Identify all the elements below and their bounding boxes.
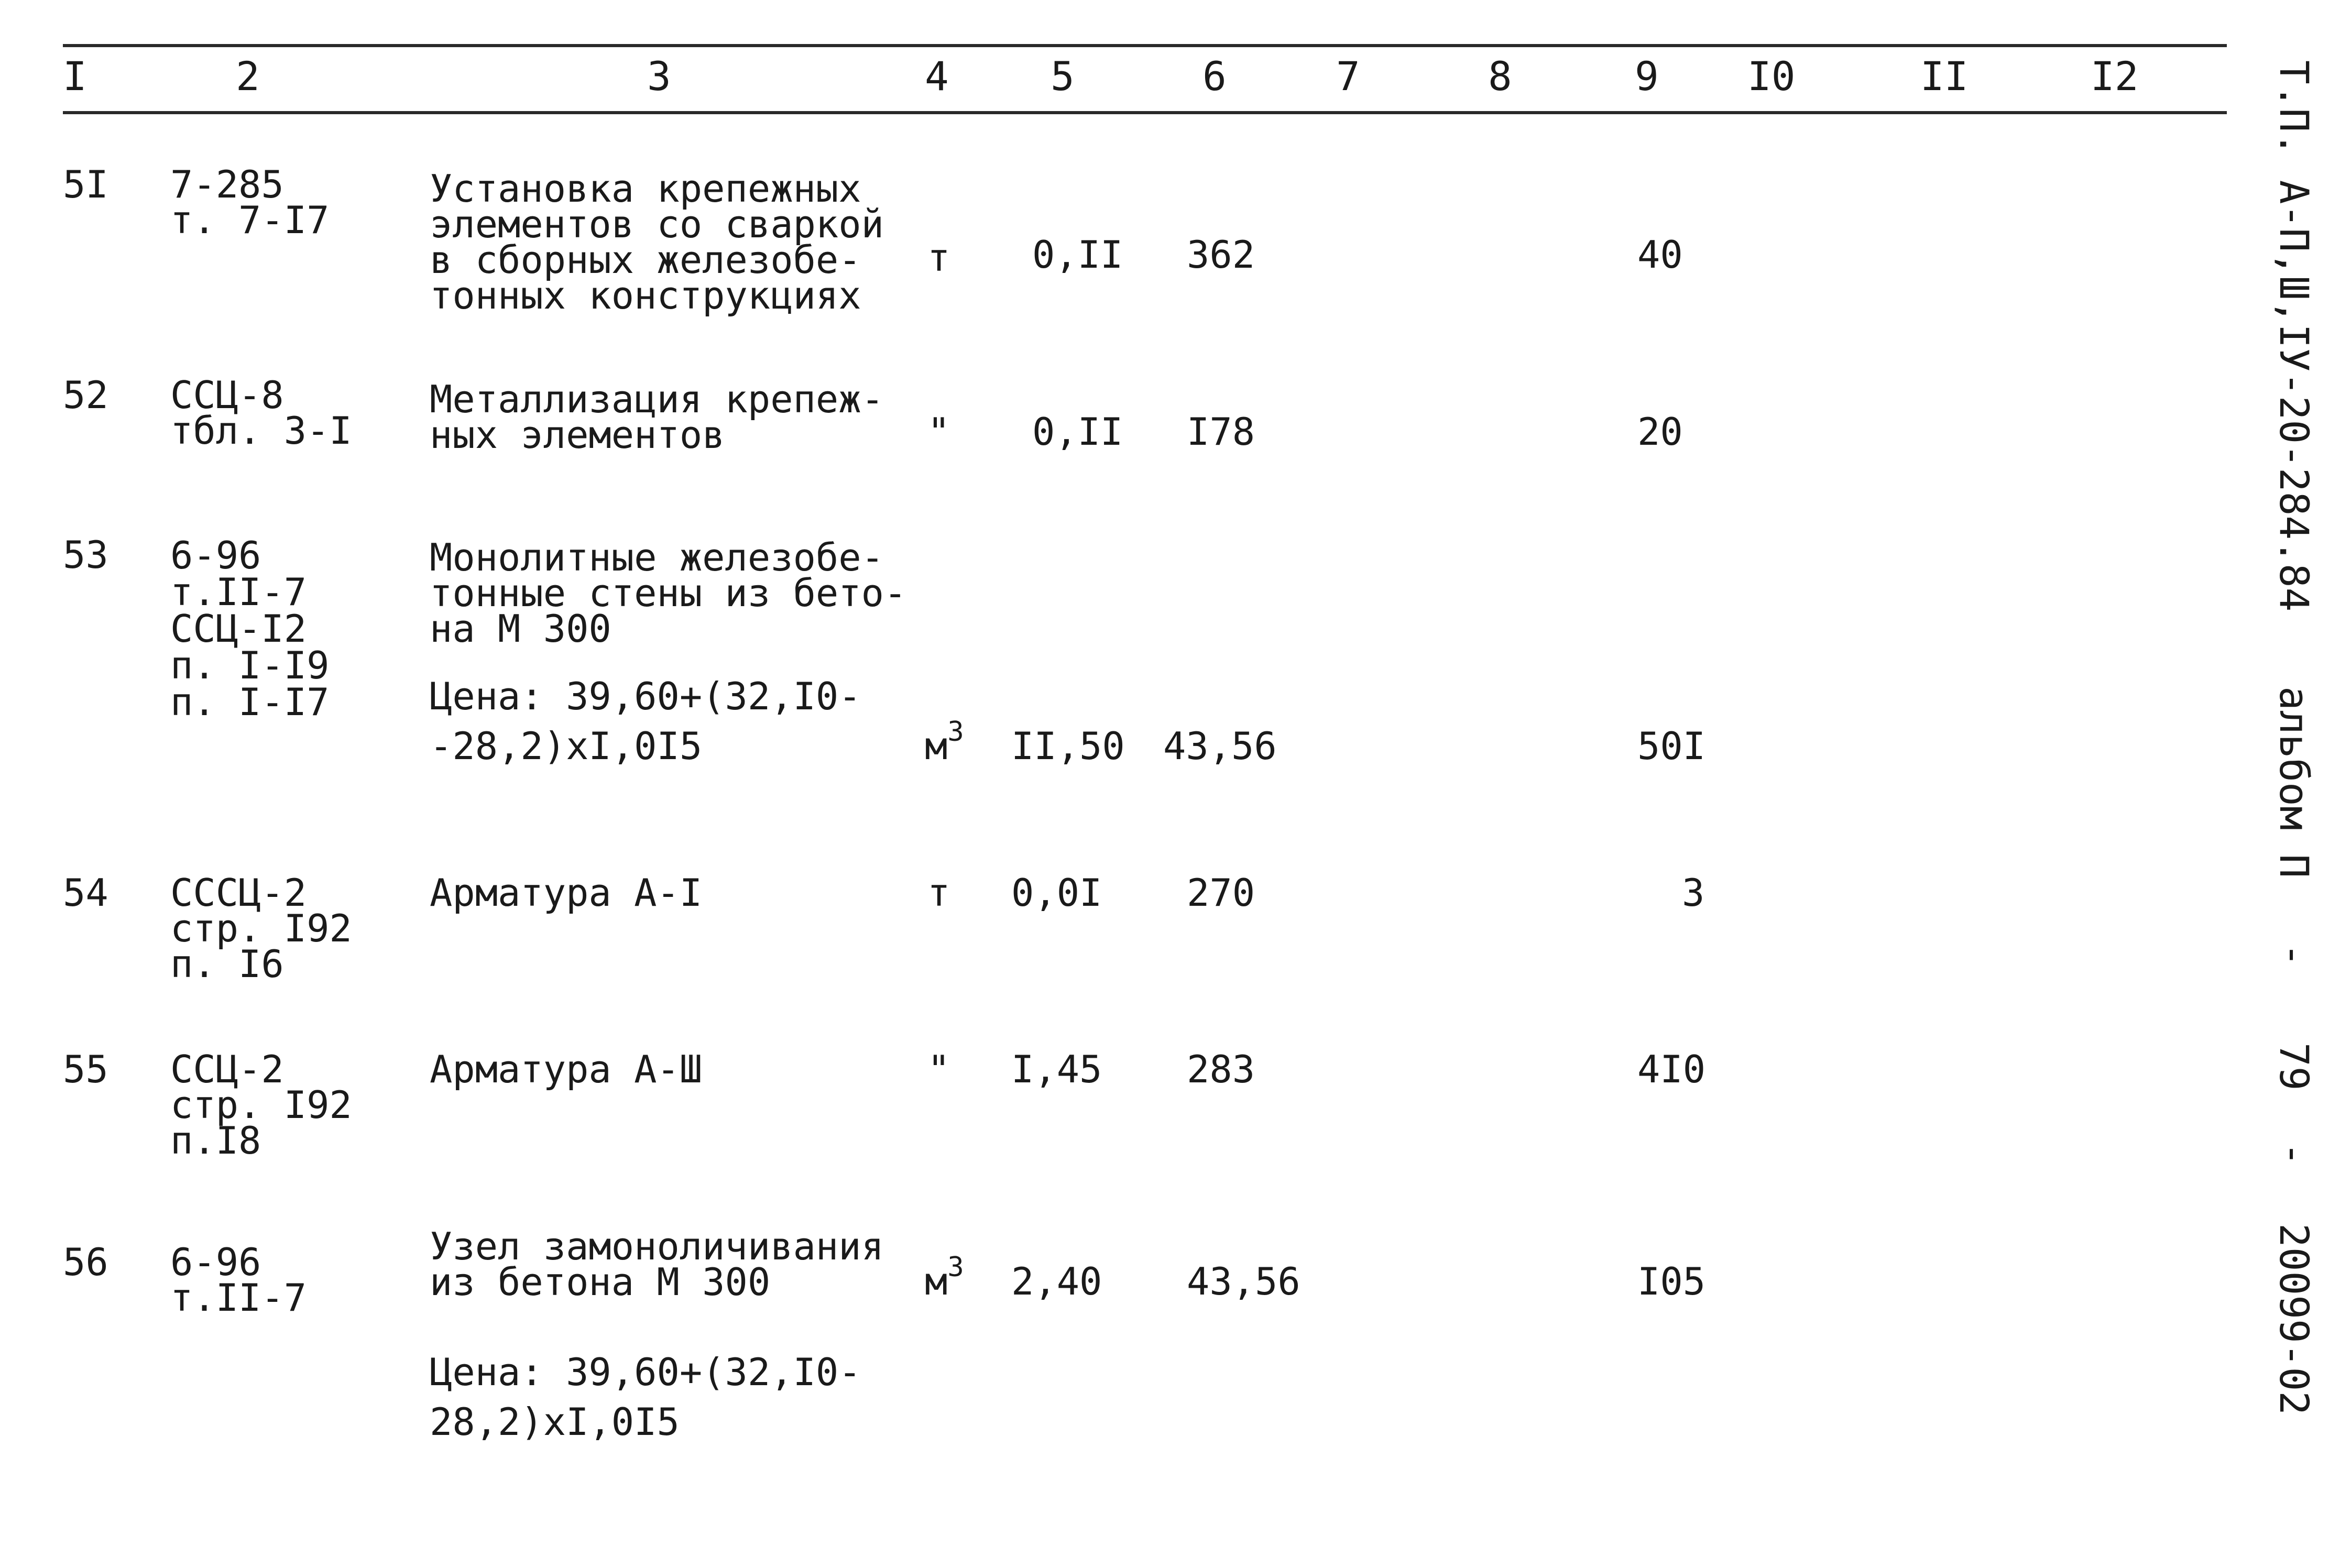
row-name: Металлизация крепеж- ных элементов: [430, 377, 884, 457]
row-price: 43,56: [1187, 1259, 1300, 1303]
column-header-1: I: [63, 53, 87, 100]
row-quantity: 2,40: [1011, 1259, 1102, 1303]
row-unit: т: [927, 236, 950, 280]
column-header-4: 4: [925, 53, 949, 100]
row-name: Монолитные железобе- тонные стены из бето- на М 300: [430, 535, 907, 651]
row-price: 283: [1187, 1047, 1255, 1091]
row-price-note: -28,2)хI,0I5: [430, 724, 703, 768]
row-price-note: Цена: 39,60+(32,I0-: [430, 1350, 861, 1394]
separator-dash: -: [2271, 1142, 2317, 1166]
row-unit: $м^3$: [925, 1252, 964, 1303]
row-price-note: 28,2)хI,0I5: [430, 1400, 680, 1444]
column-header-11: II: [1920, 53, 1969, 100]
row-number: 54: [63, 871, 108, 915]
row-name: Арматура А-I: [430, 871, 703, 915]
row-total: 20: [1637, 410, 1683, 454]
row-quantity: I,45: [1011, 1047, 1102, 1091]
row-price-note: Цена: 39,60+(32,I0-: [430, 674, 861, 718]
row-reference: 6-96 т.II-7: [170, 1240, 307, 1320]
row-price: 43,56: [1163, 724, 1277, 768]
row-name: Арматура А-Ш: [430, 1047, 703, 1091]
row-number: 55: [63, 1047, 108, 1091]
column-header-7: 7: [1336, 53, 1360, 100]
row-quantity: 0,0I: [1011, 871, 1102, 915]
row-total: 4I0: [1637, 1047, 1706, 1091]
row-number: 56: [63, 1240, 108, 1284]
separator-dash: -: [2271, 943, 2317, 967]
row-unit: $м^3$: [925, 716, 964, 768]
row-reference: 6-96 т.II-7 ССЦ-I2 п. I-I9 п. I-I7: [170, 533, 330, 724]
document-number: 20099-02: [2271, 1223, 2317, 1416]
row-name: Установка крепежных элементов со сваркой в сборных железобе- тонных конструкциях: [430, 167, 884, 317]
row-price: 362: [1187, 233, 1255, 277]
row-number: 53: [63, 533, 108, 577]
row-reference: 7-285 т. 7-I7: [170, 162, 330, 242]
column-header-9: 9: [1635, 53, 1659, 100]
column-header-8: 8: [1488, 53, 1512, 100]
row-quantity: 0,II: [1032, 410, 1123, 454]
row-name: Узел замоноличивания из бетона М 300: [430, 1224, 884, 1304]
row-unit: ": [927, 410, 950, 454]
row-price: I78: [1187, 410, 1255, 454]
document-code-label: Т.П. А-П,Ш,IУ-20-284.84: [2271, 60, 2317, 612]
row-total: I05: [1637, 1259, 1706, 1303]
album-label: альбом П: [2271, 686, 2317, 879]
row-price: 270: [1187, 871, 1255, 915]
column-header-6: 6: [1202, 53, 1227, 100]
row-quantity: II,50: [1011, 724, 1125, 768]
row-total: 40: [1637, 233, 1683, 277]
page-number: 79: [2271, 1043, 2317, 1091]
row-number: 5I: [63, 162, 108, 206]
row-number: 52: [63, 373, 108, 417]
row-unit: т: [927, 871, 950, 915]
header-top-rule: [63, 44, 2227, 47]
row-unit: ": [927, 1047, 950, 1091]
header-bottom-rule: [63, 111, 2227, 114]
column-header-12: I2: [2091, 53, 2139, 100]
column-header-2: 2: [236, 53, 260, 100]
column-header-5: 5: [1051, 53, 1075, 100]
row-reference: ССЦ-2 стр. I92 п.I8: [170, 1047, 352, 1163]
column-header-3: 3: [647, 53, 671, 100]
row-reference: СССЦ-2 стр. I92 п. I6: [170, 871, 352, 986]
row-total: 3: [1682, 871, 1705, 915]
column-header-10: I0: [1747, 53, 1796, 100]
row-total: 50I: [1637, 724, 1706, 768]
row-quantity: 0,II: [1032, 233, 1123, 277]
row-reference: ССЦ-8 тбл. 3-I: [170, 373, 352, 453]
